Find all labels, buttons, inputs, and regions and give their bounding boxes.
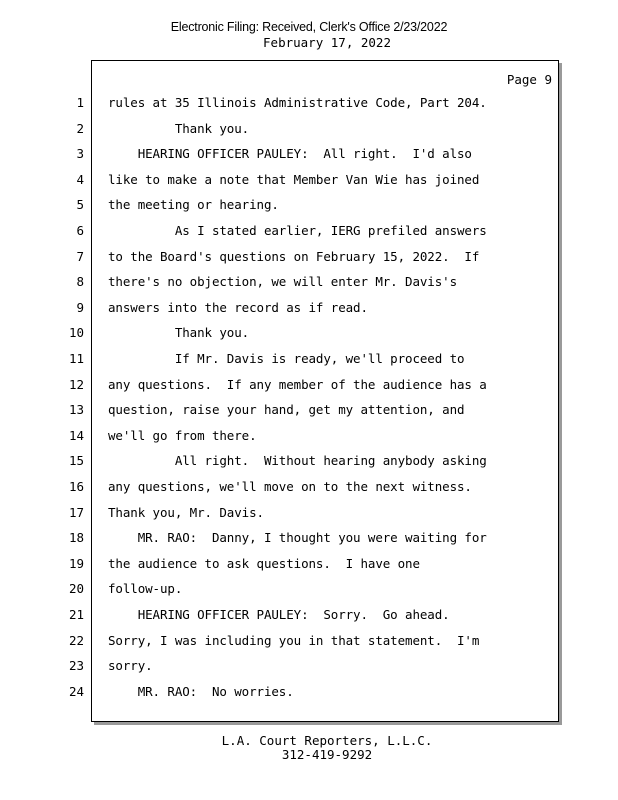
line-text: As I stated earlier, IERG prefiled answers <box>108 223 487 238</box>
line-text: we'll go from there. <box>108 428 257 443</box>
line-number: 6 <box>76 223 84 238</box>
line-text: answers into the record as if read. <box>108 300 368 315</box>
line-number: 20 <box>68 581 84 596</box>
reporter-company: L.A. Court Reporters, L.L.C. <box>221 733 433 748</box>
line-number: 8 <box>76 274 84 289</box>
line-number: 13 <box>68 402 84 417</box>
line-text: Sorry, I was including you in that statement. I'm <box>108 633 480 648</box>
line-text: MR. RAO: Danny, I thought you were waiting for <box>108 530 487 545</box>
line-number: 18 <box>68 530 84 545</box>
line-text: the audience to ask questions. I have one <box>108 556 420 571</box>
line-text: to the Board's questions on February 15, 2022. If <box>108 249 480 264</box>
line-text: follow-up. <box>108 581 183 596</box>
line-number: 23 <box>68 658 84 673</box>
line-number: 1 <box>76 95 84 110</box>
line-text: Thank you, Mr. Davis. <box>108 505 264 520</box>
line-number: 14 <box>68 428 84 443</box>
line-number: 24 <box>68 684 84 699</box>
line-text: Thank you. <box>108 325 250 340</box>
line-number: 21 <box>68 607 84 622</box>
line-text: All right. Without hearing anybody asking <box>108 453 487 468</box>
line-number: 9 <box>76 300 84 315</box>
line-text: If Mr. Davis is ready, we'll proceed to <box>108 351 465 366</box>
line-number: 19 <box>68 556 84 571</box>
line-number: 22 <box>68 633 84 648</box>
filing-stamp: Electronic Filing: Received, Clerk's Office 2/23/2022 <box>170 20 448 34</box>
line-text: there's no objection, we will enter Mr. Davis's <box>108 274 458 289</box>
line-number: 4 <box>76 172 84 187</box>
line-text: any questions. If any member of the audience has a <box>108 377 487 392</box>
reporter-phone: 312-419-9292 <box>281 747 373 762</box>
line-number: 3 <box>76 146 84 161</box>
line-number: 2 <box>76 121 84 136</box>
line-number: 11 <box>68 351 84 366</box>
line-text: the meeting or hearing. <box>108 197 279 212</box>
line-text: MR. RAO: No worries. <box>108 684 294 699</box>
line-text: sorry. <box>108 658 153 673</box>
transcript-date: February 17, 2022 <box>263 35 391 50</box>
line-number: 7 <box>76 249 84 264</box>
line-number: 10 <box>68 325 84 340</box>
line-number: 15 <box>68 453 84 468</box>
line-number: 12 <box>68 377 84 392</box>
line-text: like to make a note that Member Van Wie has joined <box>108 172 480 187</box>
page-number: Page 9 <box>506 72 552 87</box>
line-text: HEARING OFFICER PAULEY: All right. I'd also <box>108 146 472 161</box>
line-text: any questions, we'll move on to the next witness. <box>108 479 472 494</box>
line-text: question, raise your hand, get my attention, and <box>108 402 465 417</box>
line-number: 17 <box>68 505 84 520</box>
line-number: 16 <box>68 479 84 494</box>
line-number: 5 <box>76 197 84 212</box>
line-text: rules at 35 Illinois Administrative Code, Part 204. <box>108 95 487 110</box>
line-text: HEARING OFFICER PAULEY: Sorry. Go ahead. <box>108 607 450 622</box>
line-text: Thank you. <box>108 121 250 136</box>
